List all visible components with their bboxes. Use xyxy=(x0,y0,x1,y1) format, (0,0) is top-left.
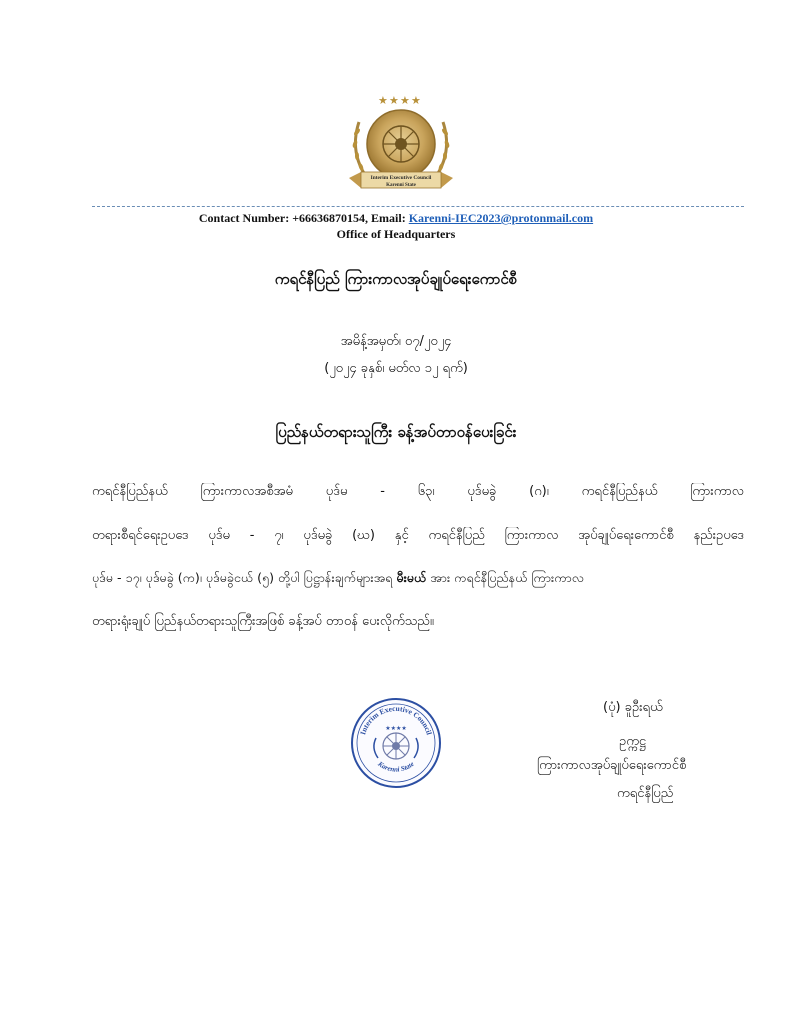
signature-state: ကရင်နီပြည် xyxy=(617,786,674,801)
contact-line xyxy=(0,211,792,226)
order-date: (၂၀၂၄ ခုနှစ်၊ မတ်လ ၁၂ ရက်) xyxy=(324,361,468,376)
signature-org: ကြားကာလအုပ်ချုပ်ရေးကောင်စီ xyxy=(537,758,687,773)
body-line-2: တရားစီရင်ရေးဥပဒေ ပုဒ်မ - ၇၊ ပုဒ်မခွဲ (ဃ) နှင့် ကရင်နီပြည် ကြားကာလ အုပ်ချုပ်ရေးကောင်စီ နည်းဥပဒေ xyxy=(92,528,744,543)
office-name: Office of Headquarters xyxy=(336,227,456,241)
body-line-3: ပုဒ်မ - ၁၇၊ ပုဒ်မခွဲ (က)၊ ပုဒ်မခွဲငယ် (၅) တို့ပါ ပြဋ္ဌာန်းချက်များအရ မီးမယ် အား ကရင်နီပြည်နယ် ကြားကာလ xyxy=(92,570,584,585)
svg-text:★: ★ xyxy=(378,94,388,107)
body-line-4: တရားရုံးချုပ် ပြည်နယ်တရားသူကြီးအဖြစ် ခန့်အပ် တာဝန် ပေးလိုက်သည်။ xyxy=(92,614,434,629)
seal-top-text: Interim Executive Council xyxy=(358,703,434,736)
star-icons xyxy=(378,94,421,107)
svg-text:★: ★ xyxy=(400,94,410,107)
signature-signed: (ပုံ) ခူဦးရယ် xyxy=(603,700,663,715)
seal-stars-icon: ★★★★ xyxy=(385,725,407,732)
council-logo xyxy=(345,92,457,204)
header-divider xyxy=(92,206,744,207)
logo-text-line2: Karenni State xyxy=(386,183,416,188)
org-title: ကရင်နီပြည် ကြားကာလအုပ်ချုပ်ရေးကောင်စီ xyxy=(274,270,518,288)
contact-number: Contact Number: +66636870154, Email: xyxy=(198,211,409,225)
order-number: အမိန့်အမှတ်၊ ၀၇/၂၀၂၄ xyxy=(340,334,452,349)
svg-text:★: ★ xyxy=(389,94,399,107)
email-link[interactable]: Karenni-IEC2023@protonmail.com xyxy=(408,211,594,225)
seal-bottom-text: Karenni State xyxy=(376,759,416,774)
official-seal xyxy=(349,696,443,790)
logo-text-line1: Interim Executive Council xyxy=(370,175,432,181)
svg-text:★: ★ xyxy=(411,94,421,107)
signature-role: ဥက္ကဋ္ဌ xyxy=(619,734,646,749)
appointee-name: မီးမယ် xyxy=(396,570,427,585)
document-subject: ပြည်နယ်တရားသူကြီး ခန့်အပ်တာဝန်ပေးခြင်း xyxy=(275,423,517,441)
body-line-1: ကရင်နီပြည်နယ် ကြားကာလအစီအမံ ပုဒ်မ - ၆၃၊ ပုဒ်မခွဲ (ဂ)၊ ကရင်နီပြည်နယ် ကြားကာလ xyxy=(92,484,744,499)
